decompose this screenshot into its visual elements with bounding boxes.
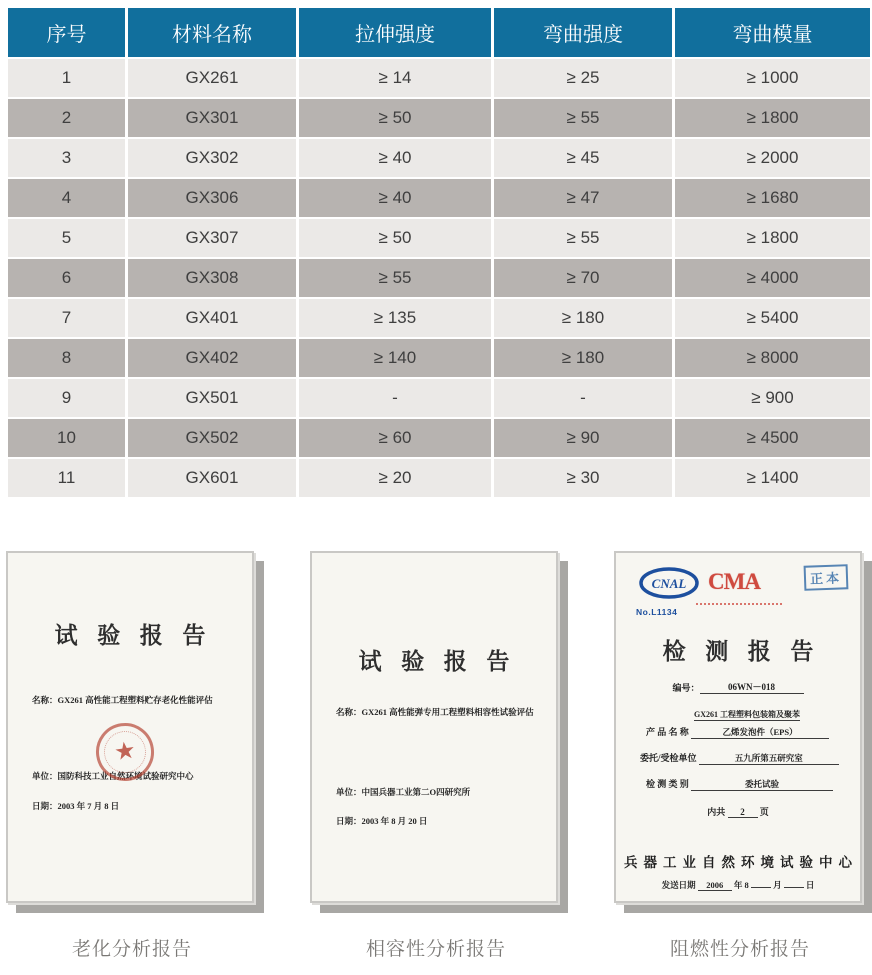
column-header: 拉伸强度 [299, 8, 491, 57]
table-cell: ≥ 90 [494, 419, 672, 457]
table-cell: - [299, 379, 491, 417]
caption-aging-report: 老化分析报告 [71, 939, 192, 960]
column-header: 弯曲模量 [675, 8, 870, 57]
send-day-blank [784, 887, 804, 888]
report-flammability-thumbnail [614, 551, 866, 913]
column-header: 弯曲强度 [494, 8, 672, 57]
issuing-organization: 兵器工业自然环境试验中心 [624, 855, 858, 870]
table-cell: 11 [8, 459, 125, 497]
field-value: 委托试验 [691, 778, 833, 791]
table-cell: ≥ 900 [675, 379, 870, 417]
table-cell: GX261 [128, 59, 296, 97]
table-cell: ≥ 55 [494, 99, 672, 137]
report-number-row [616, 681, 860, 695]
table-cell: 7 [8, 299, 125, 337]
report-unit-line: 单位：中国兵器工业第二O四研究所 [336, 787, 471, 797]
report-aging-page [6, 551, 254, 903]
table-cell: ≥ 5400 [675, 299, 870, 337]
table-cell: ≥ 1000 [675, 59, 870, 97]
table-row [8, 259, 870, 297]
table-cell: ≥ 40 [299, 179, 491, 217]
field-label: 委托/受检单位 [640, 753, 697, 763]
table-cell: 4 [8, 179, 125, 217]
table-cell: GX501 [128, 379, 296, 417]
report-flammability-page [614, 551, 862, 903]
star-icon: ★ [112, 737, 138, 767]
report-aging-thumbnail [6, 551, 258, 913]
report-title: 试验报告 [358, 649, 529, 674]
column-header: 序号 [8, 8, 125, 57]
table-cell: 8 [8, 339, 125, 377]
reports-gallery [6, 551, 866, 913]
table-row [8, 139, 870, 177]
table-cell: GX402 [128, 339, 296, 377]
table-cell: ≥ 2000 [675, 139, 870, 177]
send-month-blank [751, 887, 771, 888]
report-compatibility-thumbnail [310, 551, 562, 913]
report-number-label: 编号： [672, 683, 700, 693]
table-cell: ≥ 1800 [675, 219, 870, 257]
table-cell: ≥ 50 [299, 219, 491, 257]
original-copy-stamp: 正本 [804, 564, 849, 591]
table-cell: ≥ 1800 [675, 99, 870, 137]
table-cell: ≥ 180 [494, 339, 672, 377]
cnal-oval-icon [638, 567, 700, 601]
table-cell: GX308 [128, 259, 296, 297]
client-row [640, 751, 839, 765]
table-cell: ≥ 1680 [675, 179, 870, 217]
table-cell: GX301 [128, 99, 296, 137]
table-row [8, 339, 870, 377]
table-cell: ≥ 14 [299, 59, 491, 97]
table-cell: ≥ 55 [494, 219, 672, 257]
table-body [8, 59, 870, 497]
caption-flammability-report: 阻燃性分析报告 [669, 939, 810, 960]
table-cell: ≥ 40 [299, 139, 491, 177]
table-cell: 5 [8, 219, 125, 257]
table-cell: 2 [8, 99, 125, 137]
product-name-row [646, 725, 829, 739]
table-row [8, 59, 870, 97]
page-count-row: 内共 2 页 [707, 807, 769, 817]
table-cell: ≥ 4500 [675, 419, 870, 457]
report-captions [6, 934, 866, 961]
table-cell: ≥ 47 [494, 179, 672, 217]
table-row [8, 459, 870, 497]
product-name-line1: GX261 工程塑料包装箱及聚苯 [694, 710, 800, 719]
table-cell: ≥ 70 [494, 259, 672, 297]
report-date-line: 日期：2003 年 8 月 20 日 [336, 816, 428, 826]
table-cell: ≥ 25 [494, 59, 672, 97]
table-cell: - [494, 379, 672, 417]
table-cell: GX502 [128, 419, 296, 457]
field-label: 产 品 名 称 [646, 727, 689, 737]
table-row [8, 99, 870, 137]
table-row [8, 379, 870, 417]
table-cell: GX302 [128, 139, 296, 177]
report-unit-line: 单位：国防科技工业自然环境试验研究中心 [32, 771, 194, 781]
cma-accreditation-line [696, 603, 782, 605]
table-cell: 1 [8, 59, 125, 97]
table-cell: GX401 [128, 299, 296, 337]
send-year: 2006 [698, 880, 732, 891]
test-type-row [646, 777, 833, 791]
table-header-row [8, 8, 870, 57]
table-cell: ≥ 55 [299, 259, 491, 297]
table-cell: ≥ 50 [299, 99, 491, 137]
table-cell: ≥ 180 [494, 299, 672, 337]
caption-compatibility-report: 相容性分析报告 [365, 939, 506, 960]
table-cell: 10 [8, 419, 125, 457]
table-cell: ≥ 4000 [675, 259, 870, 297]
report-date-line: 日期：2003 年 7 月 8 日 [32, 801, 120, 811]
table-cell: 9 [8, 379, 125, 417]
report-name-line: 名称：GX261 高性能工程塑料贮存老化性能评估 [32, 695, 213, 705]
table-cell: ≥ 20 [299, 459, 491, 497]
table-cell: ≥ 1400 [675, 459, 870, 497]
material-spec-table [5, 6, 872, 499]
table-cell: GX307 [128, 219, 296, 257]
table-cell: 3 [8, 139, 125, 177]
report-number-value: 06WN－018 [700, 680, 804, 694]
table-cell: ≥ 30 [494, 459, 672, 497]
cma-logo: CMA [708, 569, 760, 594]
table-cell: GX601 [128, 459, 296, 497]
table-row [8, 419, 870, 457]
column-header: 材料名称 [128, 8, 296, 57]
table-cell: ≥ 8000 [675, 339, 870, 377]
table-cell: ≥ 45 [494, 139, 672, 177]
cnal-logo [634, 567, 704, 617]
svg-text:CNAL: CNAL [651, 576, 687, 591]
page-count-value: 2 [728, 807, 758, 818]
send-date-row: 发送日期 2006 年 8 月 日 [661, 880, 815, 890]
report-name-line: 名称：GX261 高性能弹专用工程塑料相容性试验评估 [336, 707, 534, 717]
table-row [8, 219, 870, 257]
field-value: 五九所第五研究室 [699, 752, 839, 765]
report-compatibility-page [310, 551, 558, 903]
table-cell: 6 [8, 259, 125, 297]
table-cell: ≥ 140 [299, 339, 491, 377]
table-cell: GX306 [128, 179, 296, 217]
table-cell: ≥ 135 [299, 299, 491, 337]
table-row [8, 179, 870, 217]
table-cell: ≥ 60 [299, 419, 491, 457]
cnal-number: No.L1134 [636, 607, 678, 617]
table-row [8, 299, 870, 337]
field-label: 检 测 类 别 [646, 779, 689, 789]
field-value: 乙烯发泡件（EPS） [691, 726, 829, 739]
report-title: 试验报告 [54, 623, 225, 648]
report-title: 检测报告 [662, 639, 833, 664]
